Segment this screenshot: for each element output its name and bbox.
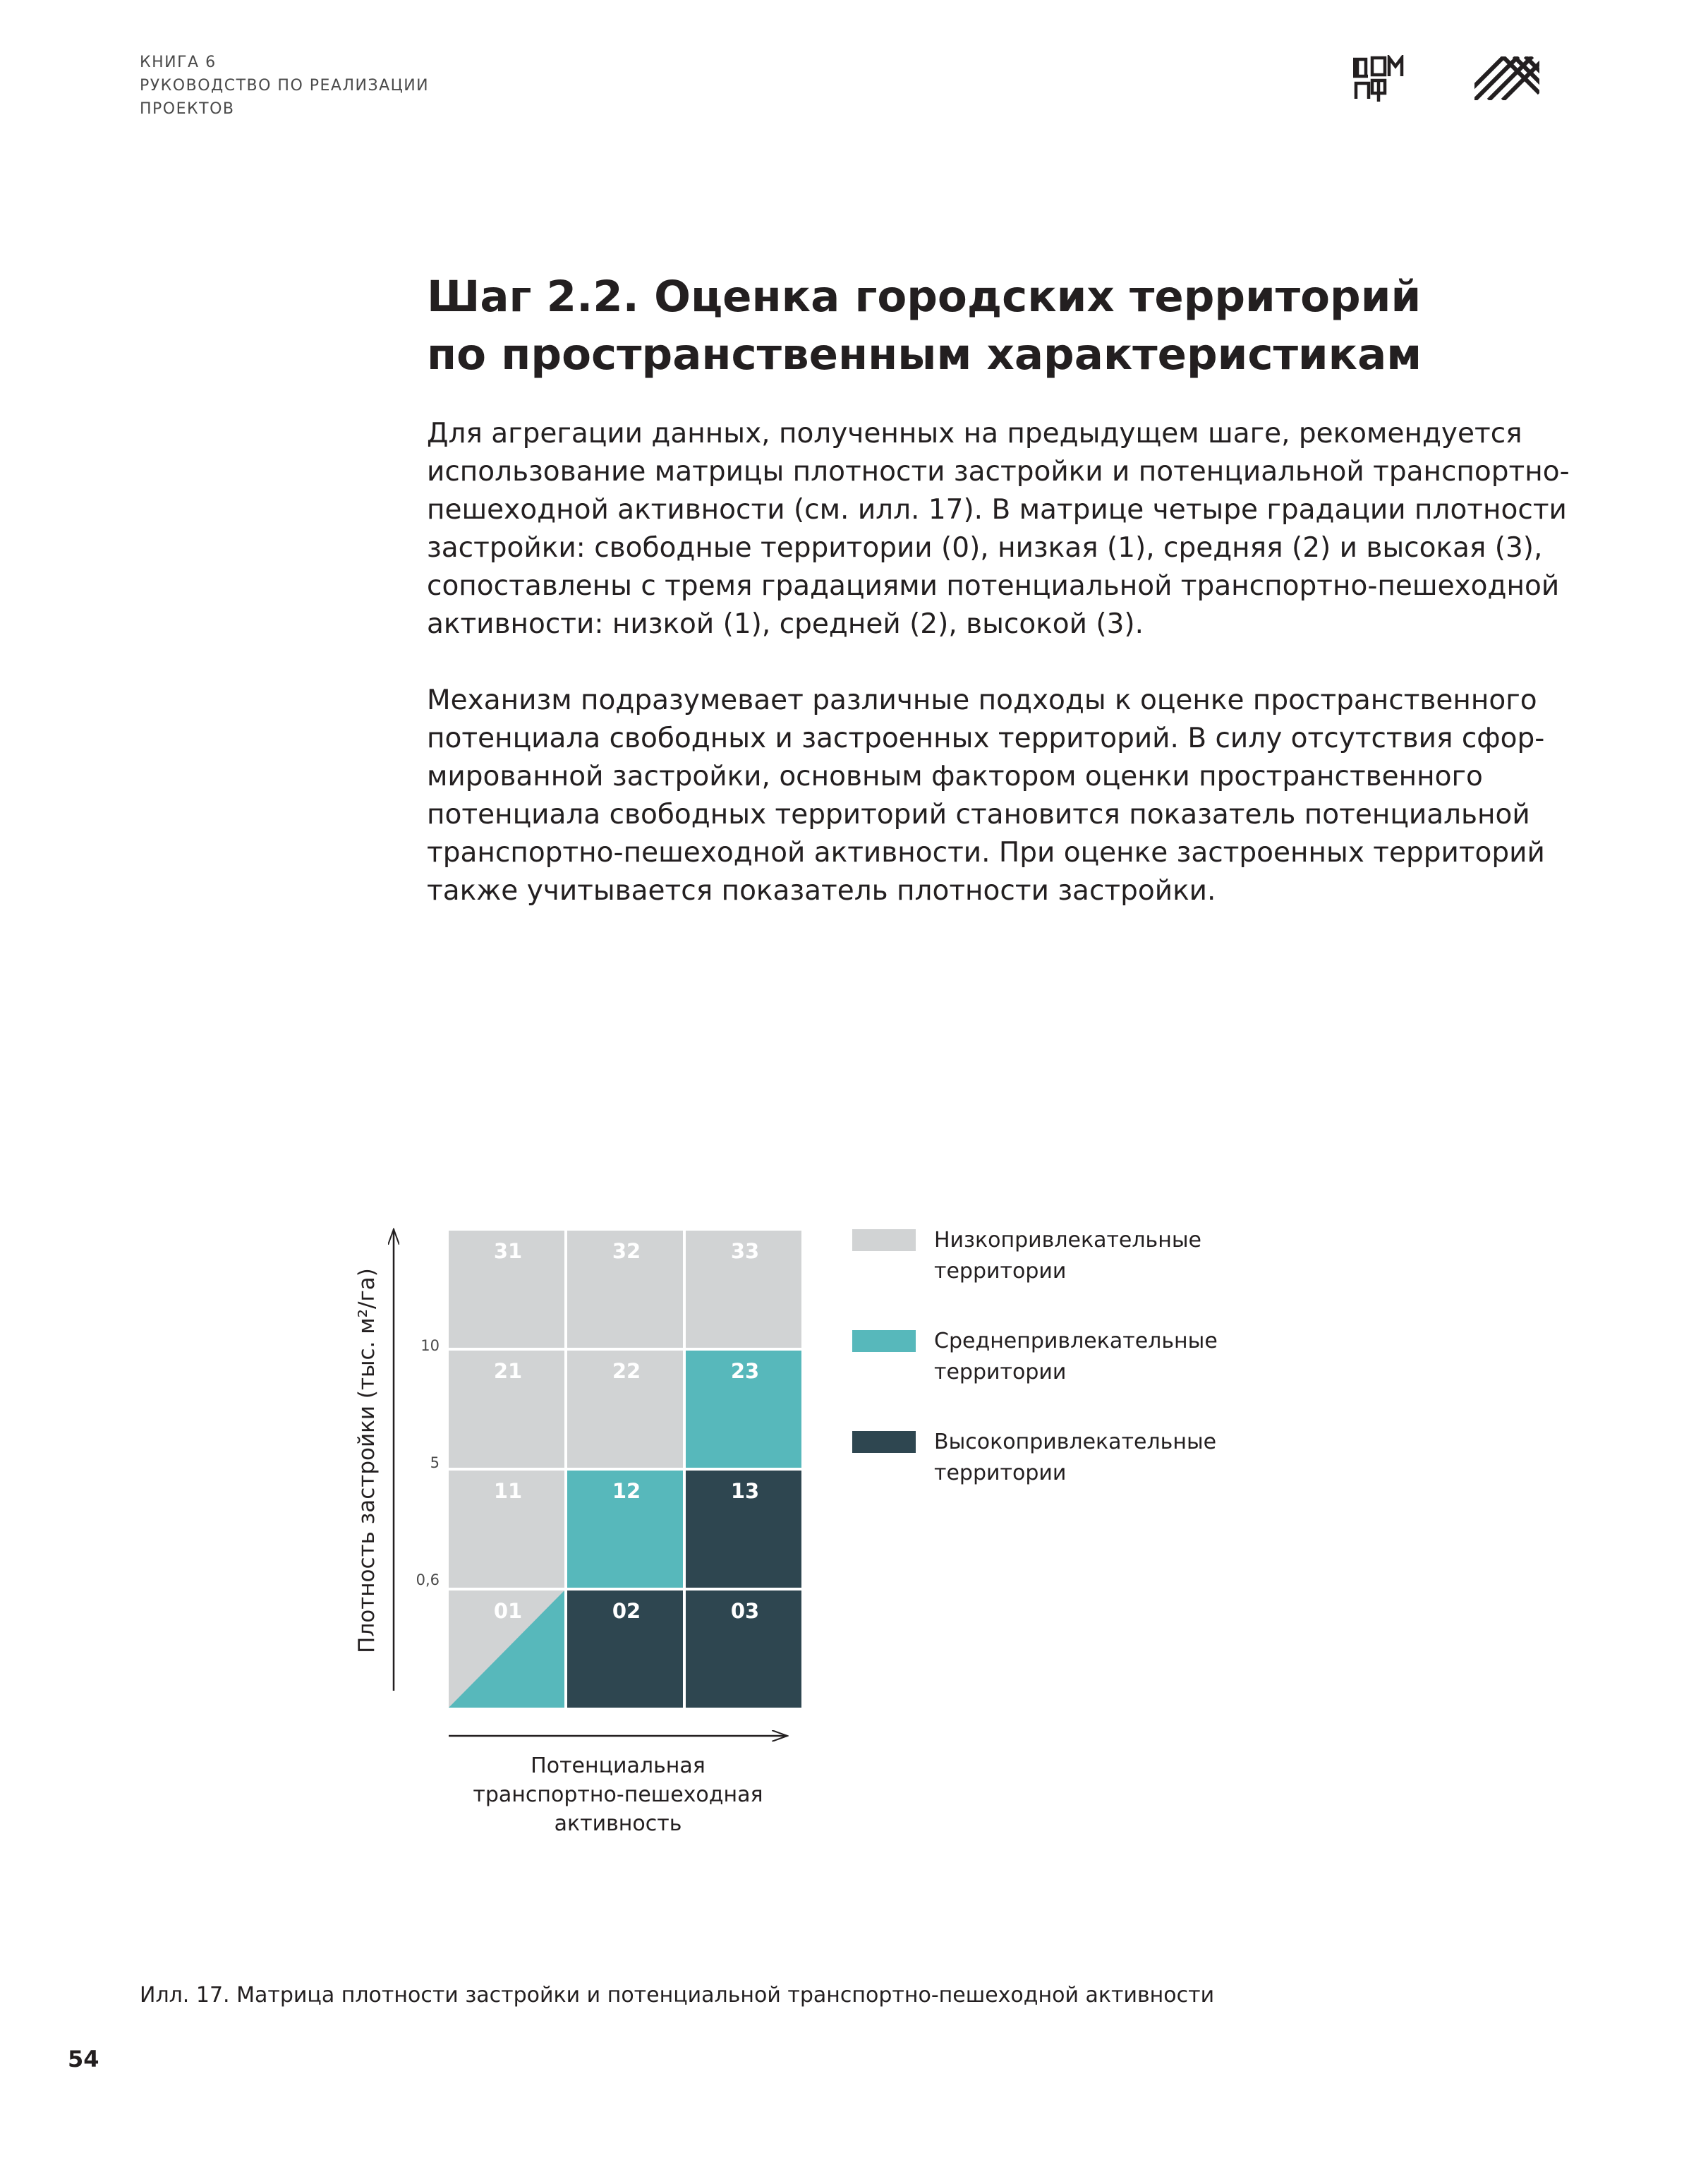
running-head-line: ПРОЕКТОВ xyxy=(140,100,235,118)
heading-line: по пространственным характеристикам xyxy=(427,330,1422,380)
cell-label: 32 xyxy=(612,1239,641,1263)
paragraph-line: потенциала свободных и застроенных территорий. В силу отсутствия сфор- xyxy=(427,723,1545,754)
paragraph-line: застройки: свободные территории (0), низкая (1), средняя (2) и высокая (3), xyxy=(427,532,1543,564)
legend-swatch-medium xyxy=(852,1330,916,1352)
y-tick-label: 10 xyxy=(420,1337,440,1354)
matrix-cell-03 xyxy=(686,1590,801,1708)
paragraph-line: Для агрегации данных, полученных на предыдущем шаге, рекомендуется xyxy=(427,418,1522,449)
legend-text xyxy=(934,1427,1301,1489)
paragraph-aggregation xyxy=(427,415,1570,644)
cell-label: 11 xyxy=(493,1479,523,1503)
dom-rf-logo xyxy=(1353,55,1404,103)
paragraph-line: пешеходной активности (см. илл. 17). В матрице четыре градации плотности xyxy=(427,494,1567,526)
legend-line: территории xyxy=(934,1259,1067,1284)
cell-label: 22 xyxy=(612,1359,641,1383)
y-axis-label: Плотность застройки (тыс. м²/га) xyxy=(354,1268,380,1653)
paragraph-line: Механизм подразумевает различные подходы к оценке пространственного xyxy=(427,684,1537,716)
cell-label: 01 xyxy=(493,1599,523,1623)
matrix-cell-11 xyxy=(449,1471,564,1588)
running-head-line: КНИГА 6 xyxy=(140,54,217,71)
paragraph-line: мированной застройки, основным фактором оценки пространственного xyxy=(427,761,1483,792)
paragraph-mechanism xyxy=(427,682,1570,910)
paragraph-line: потенциала свободных территорий становится показатель потенциальной xyxy=(427,799,1530,831)
legend-line: территории xyxy=(934,1461,1067,1485)
paragraph-line: активности: низкой (1), средней (2), высокой (3). xyxy=(427,608,1144,640)
section-heading xyxy=(427,268,1485,384)
cell-label: 31 xyxy=(493,1239,523,1263)
x-axis-label-line: активность xyxy=(554,1811,682,1836)
cell-label: 21 xyxy=(493,1359,523,1383)
paragraph-line: транспортно-пешеходной активности. При оценке застроенных территорий xyxy=(427,837,1545,869)
x-axis-label-line: транспортно-пешеходная xyxy=(473,1782,763,1807)
paragraph-line: использование матрицы плотности застройки и потенциальной транспортно- xyxy=(427,456,1570,488)
cell-label: 03 xyxy=(730,1599,760,1623)
page-number: 54 xyxy=(68,2046,99,2072)
matrix-cell-22 xyxy=(567,1351,683,1468)
cell-label: 13 xyxy=(730,1479,760,1503)
legend-line: Высокопривлекательные xyxy=(934,1430,1217,1454)
matrix-cell-12 xyxy=(567,1471,683,1588)
cell-label: 23 xyxy=(730,1359,760,1383)
paragraph-line: также учитывается показатель плотности застройки. xyxy=(427,875,1216,907)
running-head xyxy=(140,51,429,121)
matrix-cell-32 xyxy=(567,1231,683,1348)
x-axis-label-line: Потенциальная xyxy=(531,1753,705,1778)
matrix-cell-33 xyxy=(686,1231,801,1348)
matrix-cell-31 xyxy=(449,1231,564,1348)
cell-label: 12 xyxy=(612,1479,641,1503)
legend-line: территории xyxy=(934,1360,1067,1384)
y-tick-label: 0,6 xyxy=(416,1571,440,1588)
legend-text xyxy=(934,1326,1301,1388)
matrix-cell-01 xyxy=(449,1590,564,1708)
matrix-cell-23 xyxy=(686,1351,801,1468)
matrix-cell-02 xyxy=(567,1590,683,1708)
legend-swatch-low xyxy=(852,1229,916,1251)
paragraph-line: сопоставлены с тремя градациями потенциальной транспортно-пешеходной xyxy=(427,570,1560,602)
running-head-line: РУКОВОДСТВО ПО РЕАЛИЗАЦИИ xyxy=(140,77,430,95)
figure-caption: Илл. 17. Матрица плотности застройки и потенциальной транспортно-пешеходной активности xyxy=(140,1983,1215,2008)
legend-line: Среднепривлекательные xyxy=(934,1329,1218,1353)
y-tick-label: 5 xyxy=(430,1454,440,1471)
matrix-cells xyxy=(449,1231,801,1708)
legend-text xyxy=(934,1225,1301,1287)
matrix-cell-13 xyxy=(686,1471,801,1588)
heading-line: Шаг 2.2. Оценка городских территорий xyxy=(427,272,1422,322)
cell-label: 02 xyxy=(612,1599,641,1623)
legend-line: Низкопривлекательные xyxy=(934,1228,1201,1252)
cell-label: 33 xyxy=(730,1239,760,1263)
matrix-cell-21 xyxy=(449,1351,564,1468)
legend-swatch-high xyxy=(852,1431,916,1453)
pattern-logo xyxy=(1474,56,1539,100)
